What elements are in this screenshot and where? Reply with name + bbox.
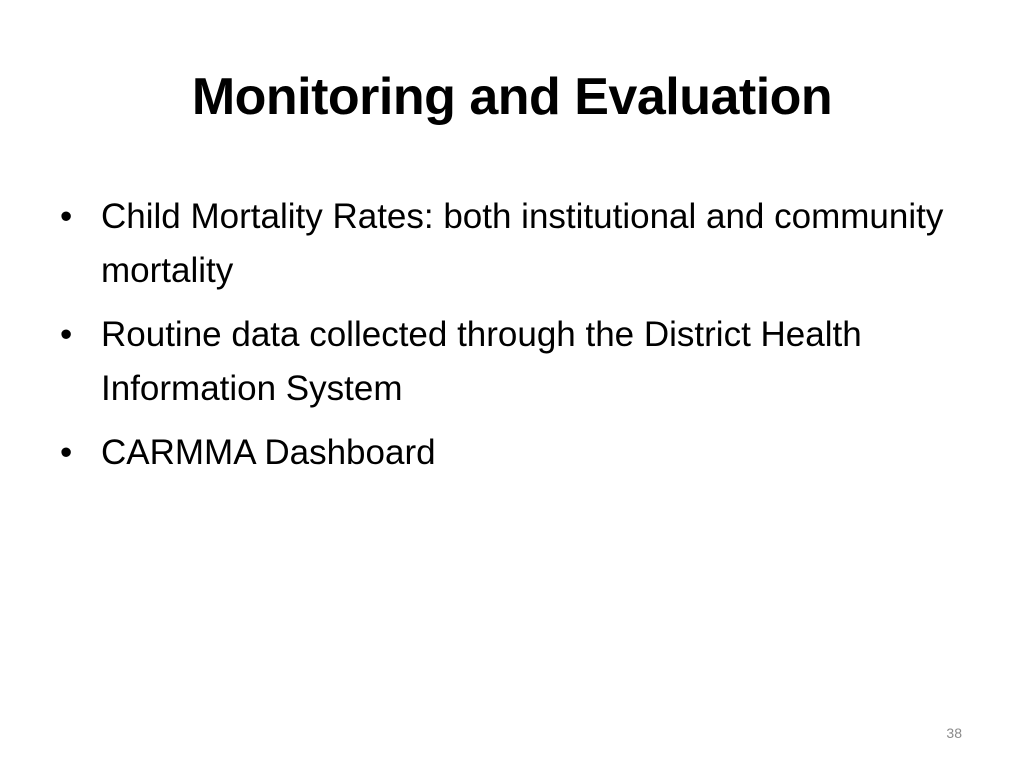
- bullet-list: [60, 190, 960, 490]
- page-number: 38: [946, 725, 962, 741]
- bullet-text: Routine data collected through the District Health Information System: [101, 315, 862, 408]
- bullet-icon: •: [60, 433, 73, 472]
- bullet-text: Child Mortality Rates: both institutional and community mortality: [101, 197, 944, 290]
- bullet-item: [60, 190, 960, 298]
- bullet-icon: •: [60, 315, 73, 354]
- bullet-item: [60, 426, 960, 480]
- bullet-icon: •: [60, 197, 73, 236]
- bullet-item: [60, 308, 960, 416]
- slide-title: Monitoring and Evaluation: [191, 68, 833, 126]
- bullet-text: CARMMA Dashboard: [101, 433, 436, 472]
